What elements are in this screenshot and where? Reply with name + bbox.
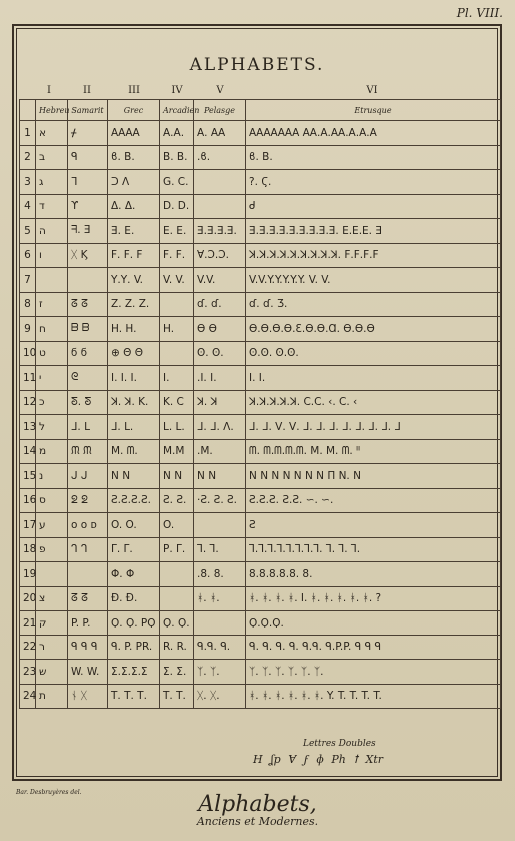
cell-arcadien: Β. Β. — [160, 145, 194, 170]
table-row — [20, 292, 501, 317]
cell-etrusque: ᒧ. ᒧ. ᐯ. ᐯ. ᒧ. ᒧ. ᒧ. ᒧ. ᒧ. ᒧ. ᒧ. ᒧ — [246, 415, 501, 440]
cell-arcadien: K. C — [160, 390, 194, 415]
cell-samarit: W. W. — [68, 660, 108, 685]
cell-samarit: ᘕ. ᘕ — [68, 390, 108, 415]
cell-pelasge: ꓘ. ꓘ — [194, 390, 246, 415]
header-number — [20, 100, 36, 121]
cell-arcadien: Ε. Ε. — [160, 219, 194, 244]
row-number: 22 — [20, 635, 36, 660]
row-number: 2 — [20, 145, 36, 170]
cell-etrusque: Ƨ.Ƨ.Ƨ. Ƨ.Ƨ. ∽. ∽. — [246, 488, 501, 513]
cell-etrusque: ?. Ϛ. — [246, 170, 501, 195]
cell-pelasge: ·Ƨ. Ƨ. Ƨ. — [194, 488, 246, 513]
caption-sub: Anciens et Modernes. — [196, 815, 319, 828]
table-row — [20, 366, 501, 391]
cell-arcadien — [160, 292, 194, 317]
cell-hebreu: ת — [36, 684, 68, 709]
cell-arcadien: M.M — [160, 439, 194, 464]
table-body — [20, 121, 501, 709]
numeral-6: VI — [366, 85, 378, 96]
cell-samarit: ᑫ — [68, 145, 108, 170]
cell-arcadien: D. D. — [160, 194, 194, 219]
cell-grec: ᒧ. ᒪ. — [108, 415, 160, 440]
row-number: 10 — [20, 341, 36, 366]
cell-grec: Ϝ. Ϝ. Ϝ — [108, 243, 160, 268]
cell-arcadien: Τ. Τ. — [160, 684, 194, 709]
table-row — [20, 317, 501, 342]
cell-samarit: ᚋ — [68, 121, 108, 146]
cell-grec: Ɖ. Ɖ. — [108, 586, 160, 611]
cell-hebreu: צ — [36, 586, 68, 611]
cell-samarit: ᘓ — [68, 366, 108, 391]
cell-etrusque: ᗰ. ᗰ.ᗰ.ᗰ.ᗰ. M. M. ᗰ. ᑊᑊ — [246, 439, 501, 464]
cell-pelasge: Ǝ.Ǝ.Ǝ.Ǝ. — [194, 219, 246, 244]
row-number: 17 — [20, 513, 36, 538]
row-number: 13 — [20, 415, 36, 440]
cell-pelasge: ᛉ. ᛉ. — [194, 660, 246, 685]
double-letters-glyphs: H ʆp Ɐ ϝ ɸ Ph ꝉ Xtr — [253, 753, 384, 766]
cell-grec: Γ. Γ. — [108, 537, 160, 562]
table-row — [20, 390, 501, 415]
cell-samarit: ᴏ ᴏ ᴅ — [68, 513, 108, 538]
row-number: 15 — [20, 464, 36, 489]
plate-title: ALPHABETS. — [189, 55, 325, 75]
cell-etrusque: ʘ.ʘ. ʘ.ʘ. — [246, 341, 501, 366]
cell-etrusque: Ƨ — [246, 513, 501, 538]
cell-hebreu: ח — [36, 317, 68, 342]
cell-etrusque: ᑫ. ᑫ. ᑫ. ᑫ. ᑫ.ᑫ. ᑫ.P.P. ᑫ ᑫ ᑫ — [246, 635, 501, 660]
cell-arcadien: O. — [160, 513, 194, 538]
double-letters-label: Lettres Doubles — [303, 739, 376, 749]
cell-grec: Ν Ν — [108, 464, 160, 489]
numeral-3: III — [128, 85, 140, 96]
plate-inner-frame — [16, 28, 498, 777]
header-samarit: Samarit — [68, 100, 108, 121]
cell-arcadien — [160, 586, 194, 611]
cell-etrusque: ΑΑΑΑΑΑΑ ΑΑ.Α.ΑΑ.Α.Α.Α — [246, 121, 501, 146]
cell-hebreu: א — [36, 121, 68, 146]
numeral-1: I — [47, 85, 51, 96]
cell-etrusque: Ǝ.Ǝ.Ǝ.Ǝ.Ǝ.Ǝ.Ǝ.Ǝ.Ǝ. Ε.Ε.Ε. Ǝ — [246, 219, 501, 244]
row-number: 3 — [20, 170, 36, 195]
cell-arcadien: Ƨ. Ƨ. — [160, 488, 194, 513]
row-number: 8 — [20, 292, 36, 317]
cell-etrusque: ϐ. Β. — [246, 145, 501, 170]
numeral-4: IV — [171, 85, 183, 96]
cell-hebreu — [36, 562, 68, 587]
cell-pelasge: Ꞁ. Ꞁ. — [194, 537, 246, 562]
row-number: 9 — [20, 317, 36, 342]
cell-hebreu: כ — [36, 390, 68, 415]
plate-frame — [12, 24, 502, 781]
cell-hebreu: ו — [36, 243, 68, 268]
numeral-5: V — [216, 85, 224, 96]
cell-pelasge: .M. — [194, 439, 246, 464]
cell-grec: Ʃ.Ʃ.Σ.Σ — [108, 660, 160, 685]
cell-arcadien: Ϙ. Ϙ. — [160, 611, 194, 636]
table-row — [20, 488, 501, 513]
cell-hebreu: ד — [36, 194, 68, 219]
table-row — [20, 219, 501, 244]
plate-number: Pl. VIII. — [456, 6, 503, 20]
cell-grec: Ǝ. Ε. — [108, 219, 160, 244]
cell-etrusque: Ν Ν Ν Ν Ν Ν Ν Π Ν. Ν — [246, 464, 501, 489]
table-row — [20, 586, 501, 611]
table-row — [20, 415, 501, 440]
cell-grec: H. H. — [108, 317, 160, 342]
cell-samarit: P. P. — [68, 611, 108, 636]
cell-hebreu: י — [36, 366, 68, 391]
cell-pelasge: ϴ ϴ — [194, 317, 246, 342]
cell-arcadien — [160, 341, 194, 366]
cell-etrusque: ɗ. ɗ. Ʒ. — [246, 292, 501, 317]
row-number: 4 — [20, 194, 36, 219]
cell-hebreu: נ — [36, 464, 68, 489]
cell-arcadien: G. C. — [160, 170, 194, 195]
cell-pelasge: ᚼ. ᚼ. — [194, 586, 246, 611]
numeral-2: II — [83, 85, 91, 96]
table-header-row — [20, 100, 501, 121]
cell-grec: Ϙ. Ϙ. PϘ — [108, 611, 160, 636]
cell-grec: Ƨ.Ƨ.Ƨ.Ƨ. — [108, 488, 160, 513]
table-row — [20, 537, 501, 562]
row-number: 19 — [20, 562, 36, 587]
cell-etrusque: ᚼ. ᚼ. ᚼ. ᚼ. ᚼ. ᚼ. Y. T. T. T. T. — [246, 684, 501, 709]
table-row — [20, 194, 501, 219]
cell-etrusque: ϴ.ϴ.ϴ.ϴ.Ɛ.ϴ.ϴ.Ɑ. ϴ.ϴ.ϴ — [246, 317, 501, 342]
cell-etrusque: Ϙ.Ϙ.Ϙ. — [246, 611, 501, 636]
cell-grec: Z. Z. Z. — [108, 292, 160, 317]
row-number: 1 — [20, 121, 36, 146]
cell-samarit: ᘖ ᘖ — [68, 488, 108, 513]
column-numerals — [17, 85, 497, 99]
table-row — [20, 562, 501, 587]
row-number: 16 — [20, 488, 36, 513]
row-number: 5 — [20, 219, 36, 244]
cell-pelasge: Ν Ν — [194, 464, 246, 489]
row-number: 7 — [20, 268, 36, 293]
cell-arcadien — [160, 562, 194, 587]
cell-pelasge: .8. 8. — [194, 562, 246, 587]
cell-etrusque: ꓘ.ꓘ.ꓘ.ꓘ.ꓘ.ꓘ.ꓘ.ꓘ.ꓘ. Ϝ.Ϝ.Ϝ.Ϝ — [246, 243, 501, 268]
cell-pelasge: Α. ΑΑ — [194, 121, 246, 146]
alphabet-table — [19, 99, 501, 709]
cell-samarit: ᒧ. ᒪ — [68, 415, 108, 440]
cell-arcadien: H. — [160, 317, 194, 342]
row-number: 24 — [20, 684, 36, 709]
cell-hebreu: מ — [36, 439, 68, 464]
cell-hebreu: ל — [36, 415, 68, 440]
cell-grec: ϐ. Β. — [108, 145, 160, 170]
cell-pelasge: .ϐ. — [194, 145, 246, 170]
table-row — [20, 121, 501, 146]
table-row — [20, 684, 501, 709]
cell-samarit: ᚾ ᚷ — [68, 684, 108, 709]
table-row — [20, 145, 501, 170]
cell-hebreu: ז — [36, 292, 68, 317]
cell-samarit: ϭ ϭ — [68, 341, 108, 366]
row-number: 20 — [20, 586, 36, 611]
cell-grec: ᑫ. P. PR. — [108, 635, 160, 660]
cell-pelasge: Ɐ.Ɔ.Ɔ. — [194, 243, 246, 268]
table-row — [20, 660, 501, 685]
cell-hebreu: ר — [36, 635, 68, 660]
cell-hebreu: ה — [36, 219, 68, 244]
cell-samarit: ᚷ Ϗ — [68, 243, 108, 268]
table-row — [20, 341, 501, 366]
cell-arcadien: R. R. — [160, 635, 194, 660]
table-row — [20, 439, 501, 464]
cell-hebreu: ג — [36, 170, 68, 195]
cell-samarit: ᗷ ᗷ — [68, 317, 108, 342]
cell-pelasge: ᚷ. ᚷ. — [194, 684, 246, 709]
cell-pelasge — [194, 194, 246, 219]
cell-pelasge: V.V. — [194, 268, 246, 293]
cell-arcadien: Ϝ. Ϝ. — [160, 243, 194, 268]
row-number: 23 — [20, 660, 36, 685]
table-row — [20, 243, 501, 268]
cell-pelasge — [194, 170, 246, 195]
cell-hebreu: ב — [36, 145, 68, 170]
cell-hebreu: ט — [36, 341, 68, 366]
cell-etrusque: ᑯ — [246, 194, 501, 219]
table-row — [20, 513, 501, 538]
cell-pelasge: ᑫ.ᑫ. ᑫ. — [194, 635, 246, 660]
cell-grec: ᑐ Λ — [108, 170, 160, 195]
cell-grec: ꓘ. ꓘ. K. — [108, 390, 160, 415]
cell-pelasge: ʘ. ʘ. — [194, 341, 246, 366]
header-hebreu: Hebreu — [36, 100, 68, 121]
table-row — [20, 635, 501, 660]
header-grec: Grec — [108, 100, 160, 121]
cell-samarit: ᘔ ᘔ — [68, 586, 108, 611]
cell-arcadien: V. V. — [160, 268, 194, 293]
cell-grec: M. ᗰ. — [108, 439, 160, 464]
row-number: 21 — [20, 611, 36, 636]
cell-hebreu: פ — [36, 537, 68, 562]
header-pelasge: Pelasge — [194, 100, 246, 121]
row-number: 6 — [20, 243, 36, 268]
cell-samarit: ᒉ ᒉ — [68, 537, 108, 562]
cell-hebreu: ש — [36, 660, 68, 685]
cell-samarit — [68, 268, 108, 293]
cell-arcadien: Ρ. Γ. — [160, 537, 194, 562]
plate-caption — [0, 792, 515, 828]
cell-samarit: ᒣ — [68, 170, 108, 195]
cell-grec: Υ.Υ. V. — [108, 268, 160, 293]
row-number: 12 — [20, 390, 36, 415]
cell-samarit: ᒍ ᒍ — [68, 464, 108, 489]
cell-arcadien: Ʃ. Ʃ. — [160, 660, 194, 685]
cell-arcadien: I. — [160, 366, 194, 391]
header-arcadien: Arcadien — [160, 100, 194, 121]
cell-samarit — [68, 562, 108, 587]
cell-etrusque: V.V.Y.Y.Y.Y.Y. V. V. — [246, 268, 501, 293]
row-number: 14 — [20, 439, 36, 464]
row-number: 18 — [20, 537, 36, 562]
cell-etrusque: ꓘ.ꓘ.ꓘ.ꓘ.ꓘ. C.C. ‹. C. ‹ — [246, 390, 501, 415]
cell-samarit: ᙏ ᙏ — [68, 439, 108, 464]
cell-grec: Φ. Φ — [108, 562, 160, 587]
cell-hebreu: ס — [36, 488, 68, 513]
table-row — [20, 170, 501, 195]
cell-pelasge — [194, 513, 246, 538]
cell-pelasge: ᒧ. ᒧ. ᐱ. — [194, 415, 246, 440]
cell-grec: Τ. Τ. Τ. — [108, 684, 160, 709]
cell-hebreu: ק — [36, 611, 68, 636]
cell-samarit: ᖷ. Ǝ — [68, 219, 108, 244]
cell-etrusque: 8.8.8.8.8. 8. — [246, 562, 501, 587]
table-row — [20, 268, 501, 293]
table-row — [20, 464, 501, 489]
cell-etrusque: ᚼ. ᚼ. ᚼ. ᚼ. I. ᚼ. ᚼ. ᚼ. ᚼ. ᚼ. ? — [246, 586, 501, 611]
double-letters — [253, 739, 493, 766]
cell-samarit: ᑫ ᑫ ᑫ — [68, 635, 108, 660]
cell-pelasge — [194, 611, 246, 636]
cell-grec: O. O. — [108, 513, 160, 538]
engraver-credit: Bar. Desbruyères del. — [16, 789, 82, 796]
cell-grec: ⊕ Θ Θ — [108, 341, 160, 366]
cell-samarit: ᘔ ᘔ — [68, 292, 108, 317]
cell-arcadien: Ν Ν — [160, 464, 194, 489]
cell-arcadien: L. L. — [160, 415, 194, 440]
cell-pelasge: ɗ. ɗ. — [194, 292, 246, 317]
cell-pelasge: .I. I. — [194, 366, 246, 391]
cell-arcadien: Α.Α. — [160, 121, 194, 146]
header-etrusque: Etrusque — [246, 100, 501, 121]
cell-etrusque: ᛉ. ᛉ. ᛉ. ᛉ. ᛉ. ᛉ. — [246, 660, 501, 685]
cell-grec: Δ. Δ. — [108, 194, 160, 219]
caption-main: Alphabets, — [198, 792, 317, 817]
row-number: 11 — [20, 366, 36, 391]
cell-samarit: ϒ — [68, 194, 108, 219]
cell-grec: I. I. I. — [108, 366, 160, 391]
table-row — [20, 611, 501, 636]
cell-grec: ΑΑΑΑ — [108, 121, 160, 146]
cell-etrusque: I. I. — [246, 366, 501, 391]
cell-hebreu — [36, 268, 68, 293]
cell-etrusque: Ꞁ.Ꞁ.Ꞁ.Ꞁ.Ꞁ.Ꞁ.Ꞁ.Ꞁ. Ꞁ. Ꞁ. Ꞁ. — [246, 537, 501, 562]
cell-hebreu: ע — [36, 513, 68, 538]
